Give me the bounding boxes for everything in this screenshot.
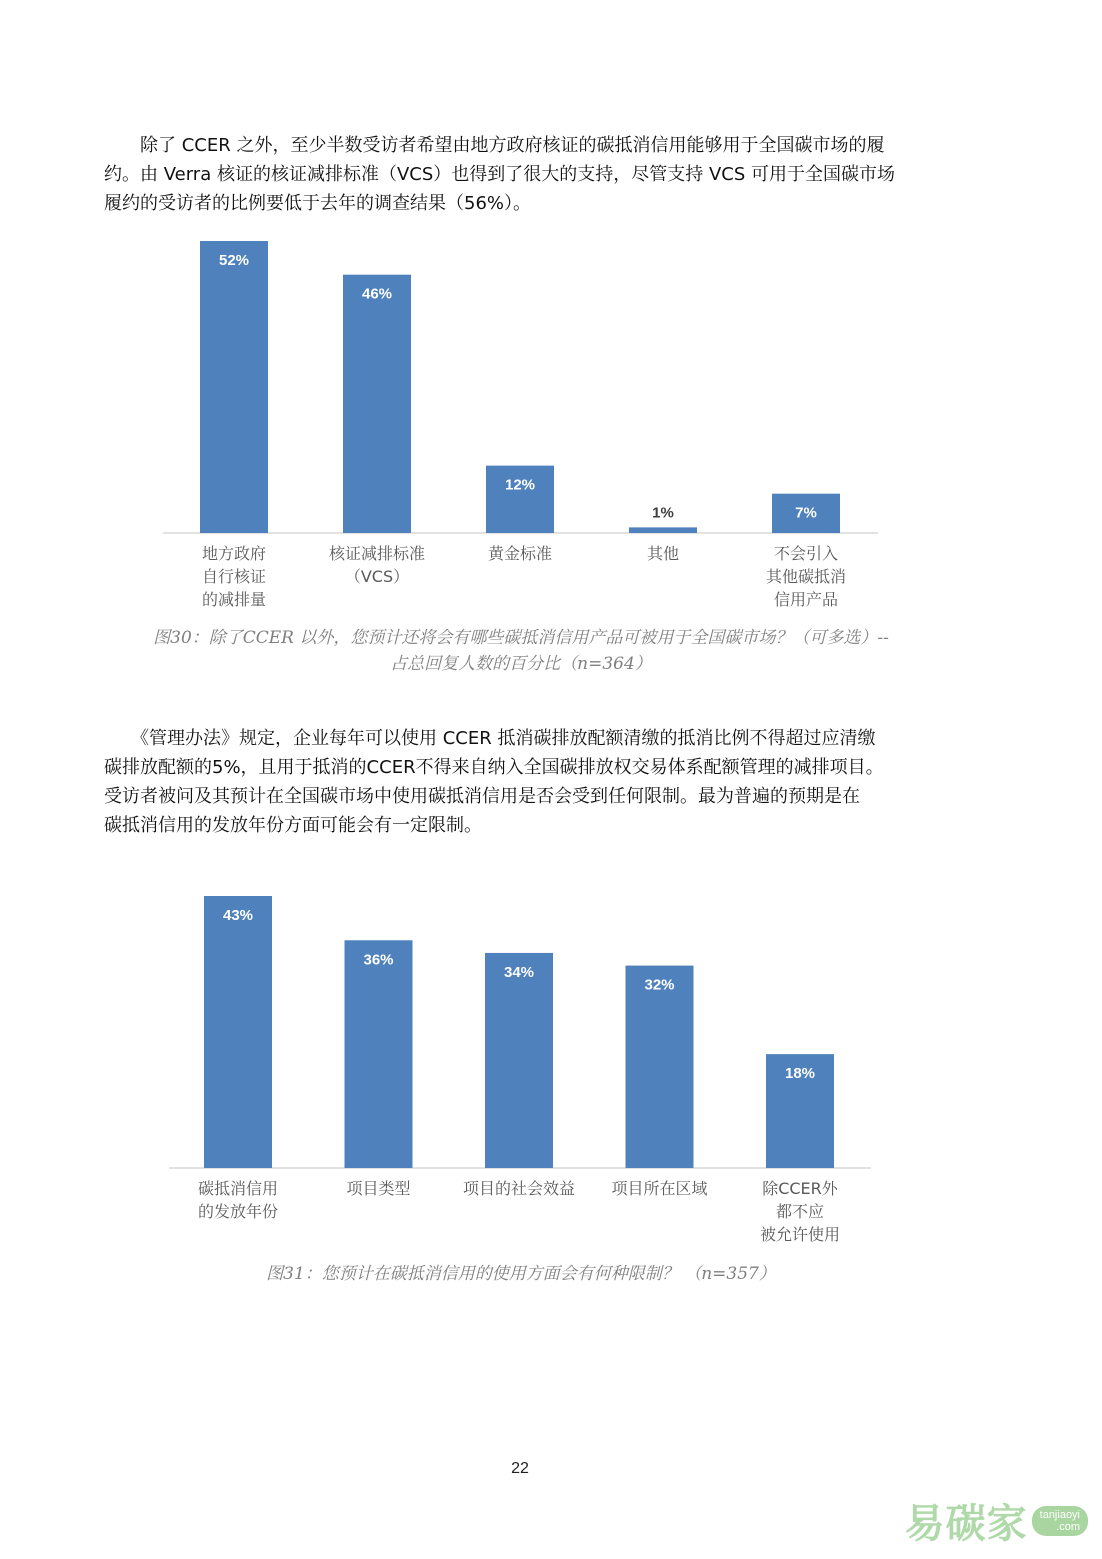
data-label: 12%: [504, 476, 536, 494]
category-label: 项目类型: [346, 1179, 411, 1198]
bar: [629, 527, 697, 533]
badge-line: .com: [1056, 1520, 1080, 1533]
watermark-text: 易碳家: [904, 1501, 1028, 1547]
paragraph-line: 除了 CCER 之外，至少半数受访者希望由地方政府核证的碳抵消信用能够用于全国碳市场的履: [104, 135, 885, 156]
bar: [200, 241, 268, 533]
figure-31-caption: [104, 1261, 938, 1287]
paragraph-line: 受访者被问及其预计在全国碳市场中使用碳抵消信用是否会受到任何限制。最为普遍的预期是在: [104, 786, 860, 807]
paragraph-line: 碳抵消信用的发放年份方面可能会有一定限制。: [104, 815, 482, 836]
category-label: 其他碳抵消: [765, 567, 847, 586]
category-label: （VCS）: [344, 567, 410, 586]
paragraph-line: 碳排放配额的5%，且用于抵消的CCER不得来自纳入全国碳排放权交易体系配额管理的减排项目。: [104, 757, 884, 778]
bar: [626, 966, 694, 1168]
paragraph-line: 《管理办法》规定，企业每年可以使用 CCER 抵消碳排放配额清缴的抵消比例不得超过应清缴: [104, 728, 876, 749]
paragraph-line: 履约的受访者的比例要低于去年的调查结果（56%）。: [104, 193, 532, 214]
bar-chart-usage-restrictions: [0, 880, 1102, 1500]
caption-line: 占总回复人数的百分比（n=364）: [390, 654, 652, 674]
category-label: 的减排量: [201, 590, 267, 609]
caption-line: 图30：除了CCER 以外，您预计还将会有哪些碳抵消信用产品可被用于全国碳市场？（可多选）--: [153, 628, 889, 648]
paragraph-ccer-intro: [104, 131, 938, 218]
data-label: 52%: [218, 252, 250, 269]
data-label: 34%: [503, 963, 535, 981]
category-label: 不会引入: [773, 544, 839, 563]
data-label: 36%: [363, 951, 394, 969]
category-label: 项目的社会效益: [462, 1179, 576, 1198]
caption-line: 图31：您预计在碳抵消信用的使用方面会有何种限制？ （n=357）: [266, 1264, 776, 1284]
data-label: 1%: [652, 504, 674, 522]
figure-30-caption: [104, 625, 938, 677]
paragraph-line: 约。由 Verra 核证的核证减排标准（VCS）也得到了很大的支持，尽管支持 VCS 可用于全国碳市场: [104, 164, 896, 185]
paragraph-management-measures: [104, 724, 938, 840]
bar: [343, 275, 411, 533]
data-label: 7%: [795, 504, 817, 522]
category-label: 黄金标准: [487, 544, 553, 563]
category-label: 地方政府: [201, 544, 267, 563]
bar: [345, 940, 413, 1168]
category-label: 都不应: [775, 1202, 825, 1221]
data-label: 18%: [784, 1065, 816, 1083]
category-label: 核证减排标准: [328, 544, 426, 563]
data-label: 32%: [644, 976, 675, 994]
category-label: 项目所在区域: [611, 1179, 708, 1198]
bar: [485, 953, 553, 1168]
category-label: 信用产品: [773, 590, 839, 609]
category-label: 碳抵消信用: [197, 1179, 279, 1198]
page-number: 22: [511, 1460, 529, 1477]
data-label: 46%: [361, 285, 393, 303]
data-label: 43%: [222, 907, 254, 924]
category-label: 被允许使用: [759, 1225, 841, 1244]
category-label: 除CCER外: [762, 1179, 838, 1198]
category-label: 自行核证: [201, 567, 267, 586]
bar: [204, 896, 272, 1168]
category-label: 的发放年份: [197, 1202, 279, 1221]
category-label: 其他: [646, 544, 680, 563]
watermark-badge: [1032, 1506, 1088, 1536]
badge-line: tanjiaoyi: [1039, 1508, 1080, 1521]
watermark-logo: [905, 1492, 1088, 1549]
